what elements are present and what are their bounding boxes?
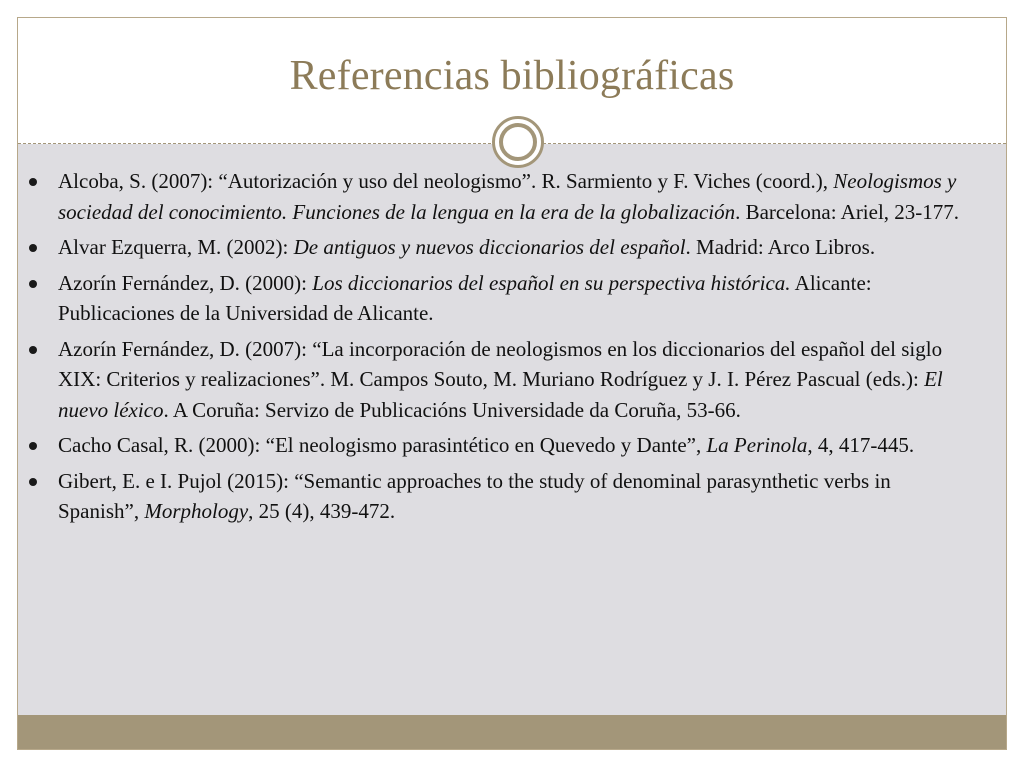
- bullet-icon: [29, 346, 37, 354]
- bullet-icon: [29, 178, 37, 186]
- reference-list: [57, 166, 977, 532]
- bullet-icon: [29, 244, 37, 252]
- reference-lead: Alvar Ezquerra, M. (2002):: [58, 235, 294, 259]
- reference-lead: Alcoba, S. (2007): “Autorización y uso del neologismo”. R. Sarmiento y F. Viches (coord.),: [58, 169, 834, 193]
- reference-lead: Azorín Fernández, D. (2007): “La incorporación de neologismos en los diccionarios del español del siglo XIX: Criterios y realizaciones”. M. Campos Souto, M. Muriano Rodríguez y J. I. Pérez Pascual (eds.):: [58, 336, 943, 391]
- reference-text: [58, 235, 875, 259]
- slide-title: Referencias bibliográficas: [289, 53, 735, 99]
- reference-text: [58, 433, 914, 457]
- reference-tail: , 25 (4), 439-472.: [248, 499, 396, 523]
- bullet-icon: [29, 442, 37, 450]
- reference-item: [57, 166, 977, 227]
- reference-item: [57, 268, 977, 329]
- reference-tail: , 4, 417-445.: [807, 433, 915, 457]
- reference-item: [57, 430, 977, 461]
- reference-italic-title: Los diccionarios del español en su perspectiva histórica.: [312, 270, 791, 295]
- circle-ornament-icon: [492, 116, 544, 168]
- bullet-icon: [29, 478, 37, 486]
- reference-italic-title: Neologismos y sociedad del conocimiento. Funciones de la lengua en la era de la globalización: [58, 169, 957, 224]
- reference-item: [57, 466, 977, 527]
- reference-item: [57, 334, 977, 426]
- bullet-icon: [29, 280, 37, 288]
- reference-tail: . Madrid: Arco Libros.: [685, 235, 876, 259]
- footer-band: [18, 715, 1006, 749]
- reference-lead: Cacho Casal, R. (2000): “El neologismo parasintético en Quevedo y Dante”,: [58, 433, 707, 457]
- reference-italic-title: Morphology: [144, 499, 249, 523]
- inner-ring: [499, 123, 537, 161]
- reference-italic-title: La Perinola: [706, 433, 808, 457]
- reference-text: [58, 337, 943, 422]
- reference-italic-title: El nuevo léxico: [58, 367, 943, 422]
- reference-lead: Gibert, E. e I. Pujol (2015): “Semantic approaches to the study of denominal parasynthetic verbs in Spanish”,: [58, 468, 891, 523]
- reference-italic-title: De antiguos y nuevos diccionarios del español: [293, 235, 686, 259]
- reference-tail: . A Coruña: Servizo de Publicacións Universidade da Coruña, 53-66.: [163, 397, 741, 422]
- reference-text: [58, 271, 872, 326]
- reference-tail: . Barcelona: Ariel, 23-177.: [735, 199, 960, 224]
- reference-text: [58, 469, 891, 524]
- reference-tail: Alicante: Publicaciones de la Universidad de Alicante.: [58, 270, 872, 325]
- reference-lead: Azorín Fernández, D. (2000):: [58, 270, 313, 295]
- reference-item: [57, 232, 977, 263]
- reference-text: [58, 169, 959, 224]
